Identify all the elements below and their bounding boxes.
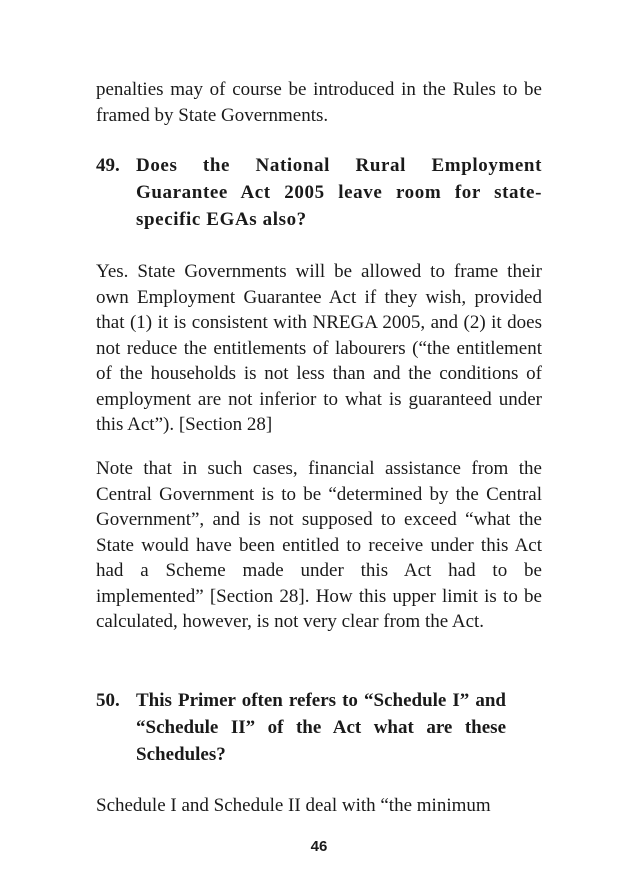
question-50	[96, 687, 542, 768]
answer-paragraph-start: Schedule I and Schedule II deal with “the minimum	[96, 795, 491, 816]
question-text: Does the National Rural Employment Guarantee Act 2005 leave room for state-specific EGAs also?	[136, 155, 542, 230]
page-number: 46	[310, 838, 328, 855]
question-number: 50.	[96, 690, 120, 711]
note-paragraph: Note that in such cases, financial assistance from the Central Government is to be “determined by the Central Government”, and is not supposed to exceed “what the State would have been entitled to receive under this Act had a Scheme made under this Act had to be implemented” [Section 28]. How this upper limit is to be calculated, however, is not very clear from the Act.	[96, 458, 542, 632]
answer-paragraph: Yes. State Governments will be allowed to frame their own Employment Guarantee Act if they wish, provided that (1) it is consistent with NREGA 2005, and (2) it does not reduce the entitlements of labourers (“the entitlement of the households is not less than and the conditions of employment are not inferior to what is guaranteed under this Act”). [Section 28]	[96, 261, 542, 435]
question-49	[96, 152, 542, 233]
question-number: 49.	[96, 155, 120, 176]
question-text: This Primer often refers to “Schedule I” and “Schedule II” of the Act what are these Schedules?	[136, 690, 506, 765]
paragraph-continuation: penalties may of course be introduced in the Rules to be framed by State Governments.	[96, 79, 542, 126]
